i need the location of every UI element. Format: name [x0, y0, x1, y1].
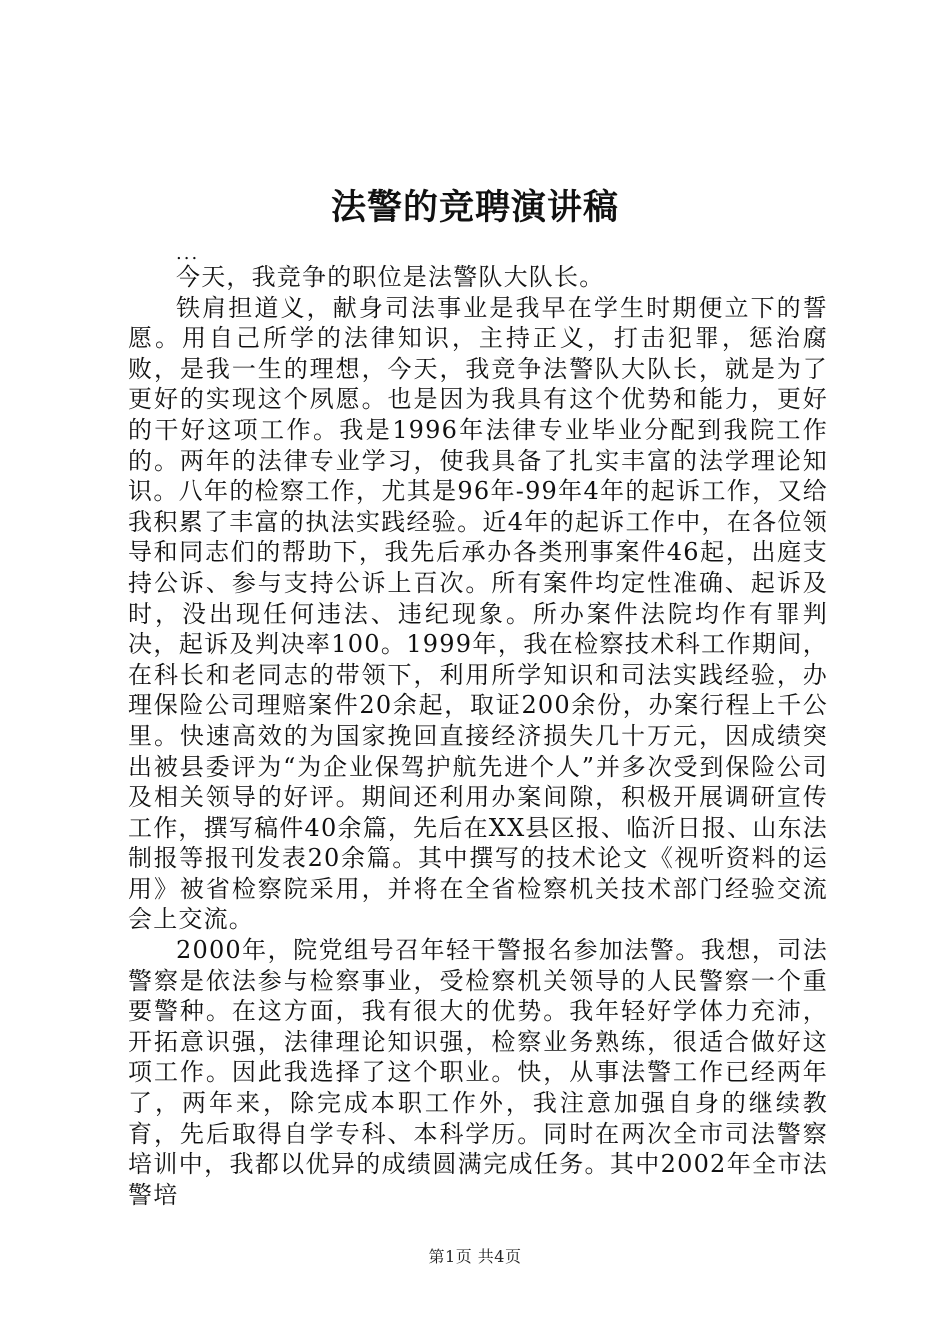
- page-footer: 第1页 共4页: [428, 1247, 522, 1266]
- paragraph-intro: 今天，我竞争的职位是法警队大队长。: [176, 263, 605, 291]
- paragraph-experience: 铁肩担道义，献身司法事业是我早在学生时期便立下的誓愿。用自己所学的法律知识，主持正义，打击犯罪，惩治腐败，是我一生的理想，今天，我竞争法警队大队长，就是为了更好的实现这个夙愿。也是因为我具有这个优势和能力，更好的干好这项工作。我是1996年法律专业毕业分配到我院工作的。两年的法律专业学习，使我具备了扎实丰富的法学理论知识。八年的检察工作，尤其是96年-99年4年的起诉工作，又给我积累了丰富的执法实践经验。近4年的起诉工作中，在各位领导和同志们的帮助下，我先后承办各类刑事案件46起，出庭支持公诉、参与支持公诉上百次。所有案件均定性准确、起诉及时，没出现任何违法、违纪现象。所办案件法院均作有罪判决，起诉及判决率100。1999年，我在检察技术科工作期间，在科长和老同志的带领下，利用所学知识和司法实践经验，办理保险公司理赔案件20余起，取证200余份，办案行程上千公里。快速高效的为国家挽回直接经济损失几十万元，因成绩突出被县委评为“为企业保驾护航先进个人”并多次受到保险公司及相关领导的好评。期间还利用办案间隙，积极开展调研宣传工作，撰写稿件40余篇，先后在XX县区报、临沂日报、山东法制报等报刊发表20余篇。其中撰写的技术论文《视听资料的运用》被省检察院采用，并将在全省检察机关技术部门经验交流会上交流。: [128, 293, 828, 934]
- paragraph-bailiff-work: 2000年，院党组号召年轻干警报名参加法警。我想，司法警察是依法参与检察事业，受检察机关领导的人民警察一个重要警种。在这方面，我有很大的优势。我年轻好学体力充沛，开拓意识强，法律理论知识强，检察业务熟练，很适合做好这项工作。因此我选择了这个职业。快，从事法警工作已经两年了，两年来，除完成本职工作外，我注意加强自身的继续教育，先后取得自学专科、本科学历。同时在两次全市司法警察培训中，我都以优异的成绩圆满完成任务。其中2002年全市法警培: [128, 936, 828, 1209]
- ellipsis-marker: ...: [176, 243, 200, 264]
- document-title: 法警的竞聘演讲稿: [330, 187, 619, 228]
- document-body: [128, 243, 828, 1210]
